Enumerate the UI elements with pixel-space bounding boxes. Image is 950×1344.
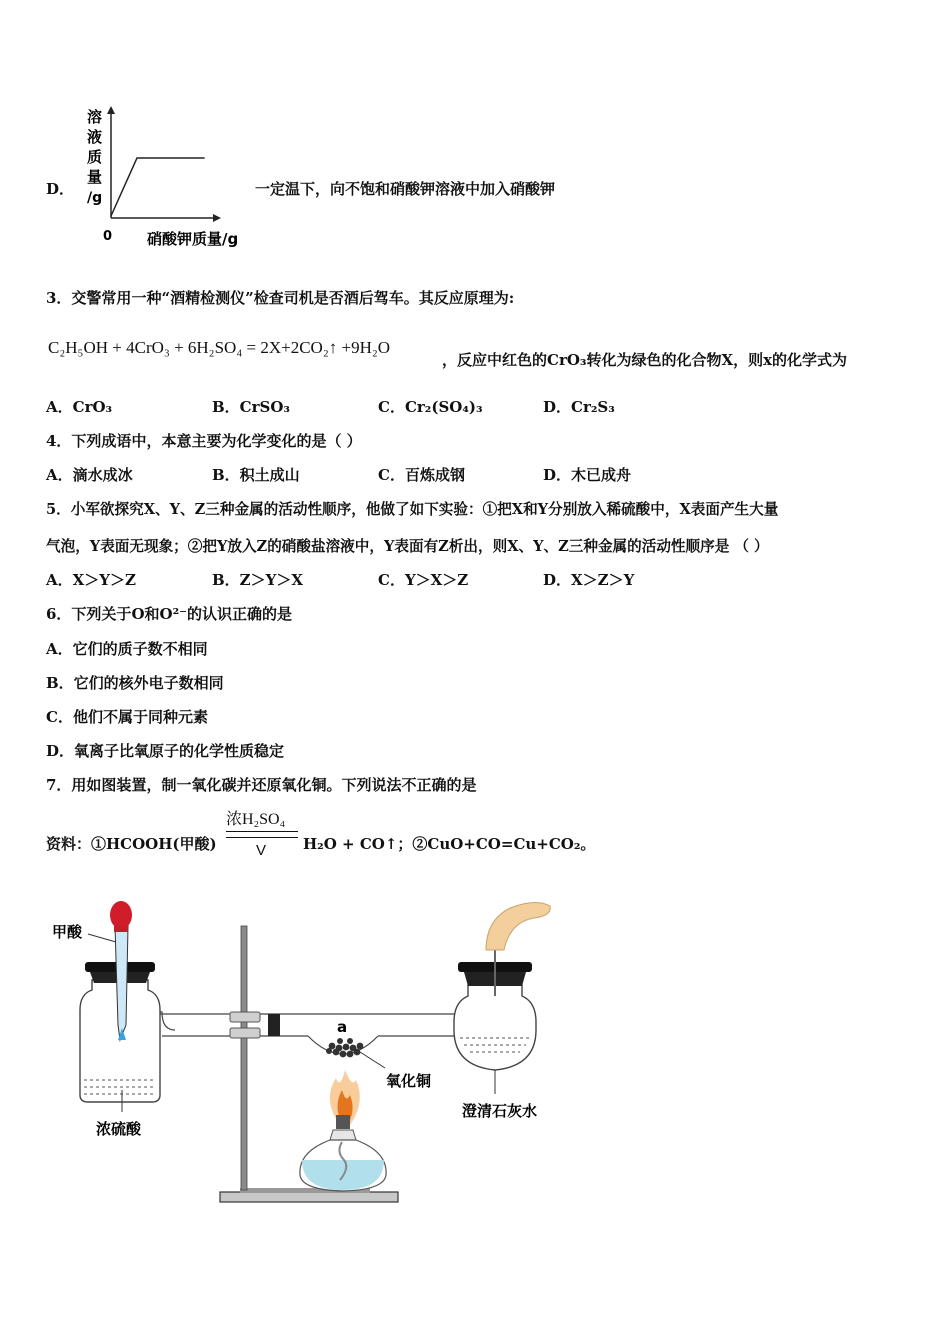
q5-line1: 5．小军欲探究X、Y、Z三种金属的活动性顺序，他做了如下实验：①把X和Y分别放入稀硫酸中，X表面产生大量 [46, 501, 779, 518]
q4-option-d[interactable]: D．木已成舟 [543, 466, 632, 484]
label-conc-sulfuric: 浓硫酸 [96, 1120, 142, 1138]
stand-rod [241, 926, 247, 1190]
q7-arrow-bottom: V [256, 842, 267, 859]
q5-option-a[interactable]: A．X＞Y＞Z [46, 571, 136, 589]
q4-option-a[interactable]: A．滴水成冰 [46, 466, 133, 484]
q3-option-d[interactable]: D．Cr₂S₃ [543, 398, 615, 416]
q4-stem: 4．下列成语中，本意主要为化学变化的是（ ） [46, 432, 362, 450]
q5-line2: 气泡，Y表面无现象；②把Y放入Z的硝酸盐溶液中，Y表面有Z析出，则X、Y、Z三种金属的活动性顺序是 （ ） [46, 538, 769, 555]
q2d-ylabel-4: 量 [87, 168, 103, 186]
q6-option-b[interactable]: B．它们的核外电子数相同 [46, 674, 224, 692]
q2d-desc: 一定温下，向不饱和硝酸钾溶液中加入硝酸钾 [255, 180, 556, 198]
q3-equation: C₂H₅OH + 4CrO₃ + 6H₂SO₄ = 2X+2CO₂↑ +9H₂O [48, 338, 391, 357]
stand-base [220, 1192, 398, 1202]
q2d-ylabel-5: /g [87, 190, 103, 206]
q6-option-c[interactable]: C．他们不属于同种元素 [46, 708, 208, 726]
q7-arrow-top: 浓H₂SO₄ [226, 811, 286, 828]
lamp-neck [330, 1130, 356, 1140]
clamp-upper [230, 1012, 260, 1022]
dropper-collar [114, 926, 128, 932]
q3-stem: 3．交警常用一种“酒精检测仪”检查司机是否酒后驾车。其反应原理为: [46, 289, 515, 307]
right-vessel [454, 985, 536, 1070]
q3-option-b[interactable]: B．CrSO₃ [212, 398, 290, 416]
copper-oxide-leader [360, 1052, 385, 1068]
q2d-label: D． [46, 180, 75, 198]
q2d-xlabel: 硝酸钾质量/g [147, 230, 239, 248]
q7-info-suffix: H₂O + CO↑；②CuO+CO=Cu+CO₂。 [303, 835, 596, 853]
q4-option-b[interactable]: B．积土成山 [212, 466, 300, 484]
left-side-arm [160, 1012, 175, 1030]
y-arrow-icon [107, 106, 115, 114]
q6-stem: 6．下列关于O和O²⁻的认识正确的是 [46, 605, 293, 623]
q7-reaction-arrow [226, 831, 298, 838]
q7-stem: 7．用如图装置，制一氧化碳并还原氧化铜。下列说法不正确的是 [46, 776, 477, 794]
q6-option-a[interactable]: A．它们的质子数不相同 [46, 640, 208, 658]
q5-option-c[interactable]: C．Y＞X＞Z [378, 571, 469, 589]
lamp-wick-holder [336, 1115, 350, 1129]
x-arrow-icon [213, 214, 221, 222]
balloon [486, 902, 550, 950]
q2d-series-line [111, 158, 205, 216]
clamp-joint [268, 1014, 280, 1036]
q2d-chart [75, 100, 265, 252]
label-copper-oxide: 氧化铜 [386, 1072, 432, 1090]
q2d-ylabel-1: 溶 [87, 108, 103, 126]
q2d-origin: 0 [103, 229, 113, 244]
q3-tail: ，反应中红色的CrO₃转化为绿色的化合物X，则x的化学式为 [442, 351, 848, 369]
q7-apparatus-figure [40, 890, 570, 1215]
q3-option-a[interactable]: A．CrO₃ [46, 398, 113, 416]
q5-option-b[interactable]: B．Z＞Y＞X [212, 571, 303, 589]
formic-acid-leader [88, 934, 116, 942]
q3-option-c[interactable]: C．Cr₂(SO₄)₃ [378, 398, 483, 416]
label-limewater: 澄清石灰水 [462, 1102, 538, 1120]
clamp-lower [230, 1028, 260, 1038]
q5-option-d[interactable]: D．X＞Z＞Y [543, 571, 635, 589]
q4-option-c[interactable]: C．百炼成钢 [378, 466, 465, 484]
q2d-ylabel-3: 质 [87, 148, 103, 166]
q2d-ylabel-2: 液 [87, 128, 103, 146]
dropper-bulb [110, 901, 132, 929]
label-formic-acid: 甲酸 [52, 923, 83, 941]
q6-option-d[interactable]: D．氧离子比氧原子的化学性质稳定 [46, 742, 285, 760]
q7-info-prefix: 资料：①HCOOH(甲酸) [46, 835, 217, 853]
label-point-a: a [337, 1018, 348, 1036]
